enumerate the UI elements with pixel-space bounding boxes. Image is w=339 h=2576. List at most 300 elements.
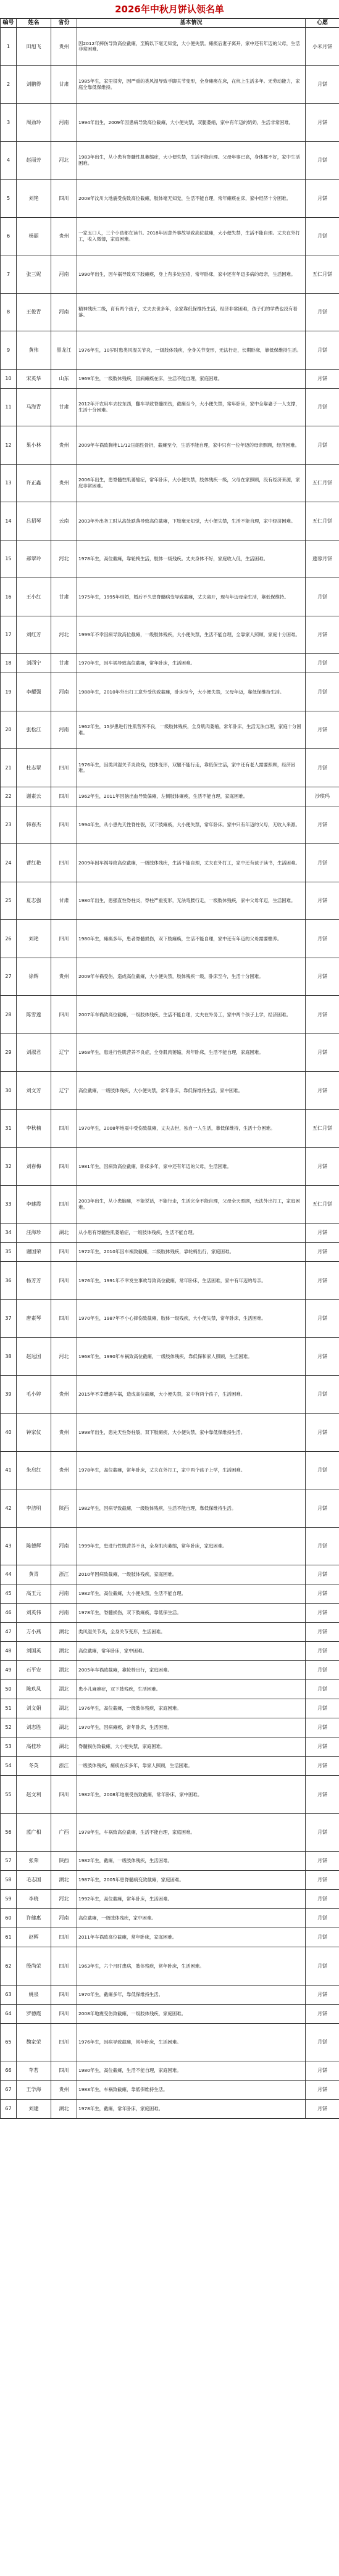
cell-wish: 月饼	[306, 2023, 339, 2061]
cell-description: 1999年生，患进行性肌营养不良，全身肌肉萎缩，常年卧床，家庭困难。	[77, 1527, 306, 1565]
cell-name: 蓝广相	[17, 1813, 51, 1852]
cell-description: 1980年出生，患强直性脊柱炎，脊柱严重变形，无法弯腰行走，一级肢体残疾，家中父母年迈，生活困难。	[77, 882, 306, 920]
cell-no: 33	[1, 1185, 17, 1224]
cell-name: 徐辉	[17, 958, 51, 996]
cell-wish: 月饼	[306, 1890, 339, 1909]
cell-wish: 月饼	[306, 1243, 339, 1262]
cell-no: 17	[1, 616, 17, 654]
cell-name: 高玉元	[17, 1584, 51, 1604]
cell-name: 田旭飞	[17, 28, 51, 66]
cell-description: 1978年生，脊髓损伤，双下肢瘫痪，靠低保生活。	[77, 1604, 306, 1623]
cell-description: 1963年生，六个月时患病，肢体残疾，常年卧床，生活困难。	[77, 1947, 306, 1986]
cell-province: 四川	[51, 180, 77, 218]
table-row	[1, 1776, 339, 1814]
cell-description: 2011年车祸致高位截瘫，常年卧床，家庭困难。	[77, 1928, 306, 1947]
table-row	[1, 1262, 339, 1300]
cell-province: 四川	[51, 1262, 77, 1300]
table-row	[1, 1699, 339, 1718]
cell-wish: 月饼	[306, 1699, 339, 1718]
cell-name: 刘英伟	[17, 1604, 51, 1623]
table-row	[1, 1642, 339, 1661]
cell-no: 65	[1, 2023, 17, 2061]
cell-no: 25	[1, 882, 17, 920]
cell-province: 河南	[51, 1527, 77, 1565]
table-body	[1, 28, 339, 2119]
cell-wish: 月饼	[306, 1375, 339, 1414]
cell-name: 李建霞	[17, 1185, 51, 1224]
cell-description: 高位截瘫，常年卧床，家中困难。	[77, 1642, 306, 1661]
table-row	[1, 958, 339, 996]
table-row	[1, 1185, 339, 1224]
cell-description: 脊髓损伤致截瘫，大小便失禁，家庭困难。	[77, 1737, 306, 1757]
cell-no: 62	[1, 1947, 17, 1986]
cell-name: 罗德霞	[17, 2004, 51, 2023]
cell-no: 67	[1, 2081, 17, 2100]
cell-province: 浙江	[51, 1565, 77, 1584]
cell-name: 方小燕	[17, 1623, 51, 1642]
cell-description: 2009年因车祸导致高位截瘫，一级肢体残疾，生活不能自理，丈夫在外打工，家中还有孩子读书，生活困难。	[77, 844, 306, 882]
cell-province: 陕西	[51, 1852, 77, 1871]
cell-wish: 月饼	[306, 1033, 339, 1072]
cell-province: 四川	[51, 1299, 77, 1338]
cell-name: 魏家荣	[17, 2023, 51, 2061]
cell-province: 山东	[51, 369, 77, 388]
cell-name: 杜志翠	[17, 749, 51, 787]
cell-description: 1970年生，1987年不小心摔伤致截瘫，肢体一级残疾，大小便失禁，常年卧床，生活困难。	[77, 1299, 306, 1338]
cell-description: 1982年生，高位截瘫，大小便失禁，生活不能自理。	[77, 1584, 306, 1604]
table-row	[1, 1909, 339, 1928]
table-row	[1, 711, 339, 749]
cell-no: 35	[1, 1243, 17, 1262]
cell-no: 56	[1, 1813, 17, 1852]
cell-no: 14	[1, 502, 17, 540]
cell-wish: 月饼	[306, 2061, 339, 2081]
table-row	[1, 654, 339, 673]
cell-no: 18	[1, 654, 17, 673]
cell-description: 1970年生，因车祸导致高位截瘫，常年卧床，生活困难。	[77, 654, 306, 673]
table-row	[1, 2081, 339, 2100]
table-row	[1, 1565, 339, 1584]
cell-description: 1962年生，2011年因脑出血导致偏瘫，左侧肢体瘫痪，生活不能自理，家庭困难。	[77, 787, 306, 806]
cell-province: 贵州	[51, 217, 77, 255]
cell-name: 刘艳	[17, 180, 51, 218]
table-row	[1, 1033, 339, 1072]
cell-province: 河南	[51, 104, 77, 142]
cell-province: 四川	[51, 806, 77, 844]
table-row	[1, 844, 339, 882]
cell-province: 甘肃	[51, 65, 77, 104]
cell-no: 53	[1, 1737, 17, 1757]
cell-no: 46	[1, 1604, 17, 1623]
cell-description: 1982年生，截瘫，一级肢体残疾，生活困难。	[77, 1852, 306, 1871]
cell-wish: 月饼	[306, 920, 339, 958]
table-row	[1, 1757, 339, 1776]
cell-province: 贵州	[51, 2081, 77, 2100]
cell-description: 1987年生，2005年患脊髓病变致截瘫，家庭困难。	[77, 1871, 306, 1890]
cell-no: 60	[1, 1909, 17, 1928]
cell-no: 48	[1, 1642, 17, 1661]
cell-wish: 五仁月饼	[306, 255, 339, 294]
cell-no: 67	[1, 2100, 17, 2119]
cell-name: 殷尚荣	[17, 1947, 51, 1986]
cell-name: 谢国荣	[17, 1243, 51, 1262]
table-row	[1, 2100, 339, 2119]
cell-wish: 月饼	[306, 1776, 339, 1814]
cell-no: 37	[1, 1299, 17, 1338]
cell-description: 1980年生，瘫痪多年，患者脊髓损伤，双下肢瘫痪，生活不能自理，家中还有年迈的父母需要赡养。	[77, 920, 306, 958]
cell-no: 22	[1, 787, 17, 806]
cell-description: 1969年生，一级肢体残疾，因病瘫痪在床，生活不能自理，家庭困难。	[77, 369, 306, 388]
cell-no: 40	[1, 1414, 17, 1452]
table-row	[1, 1985, 339, 2004]
cell-description: 患小儿麻痹症，双下肢残疾，生活困难。	[77, 1680, 306, 1699]
cell-province: 甘肃	[51, 578, 77, 616]
cell-wish: 月饼	[306, 1871, 339, 1890]
cell-name: 赵文利	[17, 1776, 51, 1814]
cell-province: 四川	[51, 2061, 77, 2081]
cell-province: 贵州	[51, 1414, 77, 1452]
table-row	[1, 1527, 339, 1565]
cell-name: 许正鑫	[17, 464, 51, 502]
cell-wish: 月饼	[306, 996, 339, 1034]
table-row	[1, 1299, 339, 1338]
table-row	[1, 2023, 339, 2061]
cell-province: 贵州	[51, 1451, 77, 1489]
cell-wish: 月饼	[306, 2004, 339, 2023]
cell-wish: 月饼	[306, 1224, 339, 1243]
cell-description: 1983年生，车祸致截瘫，靠低保维持生活。	[77, 2081, 306, 2100]
cell-name: 钟家仪	[17, 1414, 51, 1452]
table-row	[1, 1224, 339, 1243]
cell-no: 23	[1, 806, 17, 844]
table-row	[1, 1871, 339, 1890]
cell-wish: 月饼	[306, 2081, 339, 2100]
cell-name: 朱启红	[17, 1451, 51, 1489]
cell-province: 河北	[51, 540, 77, 578]
table-row	[1, 1928, 339, 1947]
table-row	[1, 749, 339, 787]
cell-description: 1970年生，截瘫多年，靠低保维持生活。	[77, 1985, 306, 2004]
cell-name: 曹红艳	[17, 844, 51, 882]
cell-no: 5	[1, 180, 17, 218]
cell-province: 河南	[51, 293, 77, 331]
cell-description: 2008年地震受伤致截瘫，一级肢体残疾，家庭困难。	[77, 2004, 306, 2023]
cell-province: 四川	[51, 1148, 77, 1186]
cell-description: 1982年生，2008年地震受伤致截瘫，常年卧床，家中困难。	[77, 1776, 306, 1814]
cell-province: 广西	[51, 1813, 77, 1852]
cell-description: 1976年生，因病导致截瘫，常年卧床，生活困难。	[77, 2023, 306, 2061]
cell-province: 四川	[51, 1109, 77, 1148]
cell-no: 36	[1, 1262, 17, 1300]
cell-wish: 月饼	[306, 1299, 339, 1338]
cell-wish: 月饼	[306, 369, 339, 388]
cell-wish: 月饼	[306, 1072, 339, 1110]
cell-wish: 五仁月饼	[306, 1109, 339, 1148]
cell-wish: 月饼	[306, 578, 339, 616]
table-row	[1, 331, 339, 370]
table-row	[1, 1148, 339, 1186]
table-row	[1, 1109, 339, 1148]
cell-description: 2010年因病致截瘫，一级肢体残疾，家庭困难。	[77, 1565, 306, 1584]
cell-no: 39	[1, 1375, 17, 1414]
table-row	[1, 2061, 339, 2081]
cell-province: 四川	[51, 1185, 77, 1224]
cell-description: 从小患有脊髓性肌萎缩症，一级肢体残疾，生活不能自理。	[77, 1224, 306, 1243]
cell-province: 四川	[51, 1928, 77, 1947]
table-row	[1, 293, 339, 331]
cell-wish: 月饼	[306, 1680, 339, 1699]
cell-province: 湖北	[51, 2100, 77, 2119]
cell-no: 19	[1, 673, 17, 711]
cell-no: 55	[1, 1776, 17, 1814]
header-no: 编号	[1, 19, 17, 28]
cell-wish: 月饼	[306, 1148, 339, 1186]
cell-wish: 月饼	[306, 844, 339, 882]
cell-wish: 月饼	[306, 1718, 339, 1737]
cell-name: 刘文娟	[17, 1699, 51, 1718]
cell-description: 高位截瘫，一级肢体残疾，家中困难。	[77, 1909, 306, 1928]
cell-no: 44	[1, 1565, 17, 1584]
cell-province: 湖北	[51, 1718, 77, 1737]
cell-description: 2007年车祸致高位截瘫，一级肢体残疾，生活不能自理，丈夫在外务工，家中两个孩子上学，经济困难。	[77, 996, 306, 1034]
cell-name: 李耀强	[17, 673, 51, 711]
cell-name: 高桂珍	[17, 1737, 51, 1757]
cell-no: 30	[1, 1072, 17, 1110]
cell-province: 湖北	[51, 1680, 77, 1699]
cell-name: 周劲玲	[17, 104, 51, 142]
cell-description: 2009年车祸受伤，造成高位截瘫，大小便失禁，肢体残疾一级，卧床至今，生活十分困难。	[77, 958, 306, 996]
cell-province: 湖北	[51, 1661, 77, 1680]
table-row	[1, 1584, 339, 1604]
cell-no: 9	[1, 331, 17, 370]
cell-province: 贵州	[51, 426, 77, 465]
cell-description: 类风湿关节炎，全身关节变形，生活困难。	[77, 1623, 306, 1642]
cell-name: 刘艳	[17, 920, 51, 958]
cell-name: 韩春杰	[17, 806, 51, 844]
cell-name: 果小林	[17, 426, 51, 465]
cell-no: 49	[1, 1661, 17, 1680]
table-row	[1, 920, 339, 958]
cell-description: 1976年生，1991年不幸发生事故导致高位截瘫，常年卧床，生活困难，家中有年迈的母亲。	[77, 1262, 306, 1300]
cell-wish: 月饼	[306, 217, 339, 255]
cell-province: 四川	[51, 1985, 77, 2004]
cell-no: 4	[1, 141, 17, 180]
cell-wish: 月饼	[306, 2100, 339, 2119]
cell-no: 7	[1, 255, 17, 294]
cell-description: 1968年生，1990年车祸致高位截瘫，一级肢体残疾，靠低保和家人照顾，生活困难。	[77, 1338, 306, 1376]
cell-wish: 月饼	[306, 1757, 339, 1776]
cell-no: 12	[1, 426, 17, 465]
cell-name: 刘淑君	[17, 1033, 51, 1072]
table-row	[1, 1680, 339, 1699]
cell-wish: 月饼	[306, 1584, 339, 1604]
cell-wish: 月饼	[306, 1928, 339, 1947]
cell-description: 2009年车祸致胸椎11/12压缩性骨折，截瘫至今，生活不能自理，家中只有一位年迈的母亲照顾，经济困难。	[77, 426, 306, 465]
cell-province: 贵州	[51, 958, 77, 996]
table-row	[1, 388, 339, 426]
table-row	[1, 502, 339, 540]
cell-name: 刘志胜	[17, 1718, 51, 1737]
cell-province: 河南	[51, 711, 77, 749]
table-row	[1, 1414, 339, 1452]
cell-wish: 月饼	[306, 1947, 339, 1986]
cell-province: 四川	[51, 2004, 77, 2023]
cell-name: 石平安	[17, 1661, 51, 1680]
table-row	[1, 996, 339, 1034]
table-row	[1, 787, 339, 806]
cell-wish: 月饼	[306, 806, 339, 844]
cell-name: 郝翠玲	[17, 540, 51, 578]
table-row	[1, 882, 339, 920]
cell-wish: 月饼	[306, 749, 339, 787]
cell-province: 河北	[51, 1338, 77, 1376]
cell-description: 1998年出生，患先天性脊柱裂，双下肢瘫痪，大小便失禁，家中靠低保维持生活。	[77, 1414, 306, 1452]
cell-no: 52	[1, 1718, 17, 1737]
table-row	[1, 540, 339, 578]
cell-wish: 月饼	[306, 1623, 339, 1642]
cell-wish: 月饼	[306, 616, 339, 654]
cell-wish: 月饼	[306, 180, 339, 218]
cell-province: 四川	[51, 1947, 77, 1986]
cell-description: 精神残疾二级，育有两个孩子，丈夫去世多年，全家靠低保维持生活，经济非常困难，孩子们的学费也没有着落。	[77, 293, 306, 331]
cell-description: 1962年生，15岁患进行性肌营养不良，一级肢体残疾，全身肌肉萎缩，常年卧床，生活无法自理，家庭十分困难。	[77, 711, 306, 749]
cell-name: 张松江	[17, 711, 51, 749]
cell-wish: 月饼	[306, 141, 339, 180]
cell-no: 1	[1, 28, 17, 66]
table-row	[1, 1661, 339, 1680]
cell-name: 陈德辉	[17, 1527, 51, 1565]
cell-wish: 月饼	[306, 293, 339, 331]
cell-name: 王俊青	[17, 293, 51, 331]
cell-name: 许健惠	[17, 1909, 51, 1928]
cell-description: 2003年出生，从小患脑瘫，不能说话，不能行走，生活完全不能自理，父母全天照顾，无法外出打工，家庭困难。	[77, 1185, 306, 1224]
cell-province: 黑龙江	[51, 331, 77, 370]
cell-wish: 月饼	[306, 1642, 339, 1661]
cell-no: 13	[1, 464, 17, 502]
cell-province: 辽宁	[51, 1072, 77, 1110]
cell-name: 王小红	[17, 578, 51, 616]
cell-name: 刘春梅	[17, 1148, 51, 1186]
cell-description: 2008年汶川大地震受伤致高位截瘫，肢体毫无知觉，生活不能自理，常年瘫痪在床，家中经济十分困难。	[77, 180, 306, 218]
cell-name: 李洁明	[17, 1489, 51, 1528]
cell-province: 四川	[51, 1243, 77, 1262]
cell-wish: 月饼	[306, 1909, 339, 1928]
cell-province: 湖北	[51, 1224, 77, 1243]
cell-province: 河南	[51, 1909, 77, 1928]
cell-province: 四川	[51, 1776, 77, 1814]
table-row	[1, 1072, 339, 1110]
cell-description: 1970年生，因病瘫痪，常年卧床，生活困难。	[77, 1718, 306, 1737]
table-row	[1, 426, 339, 465]
header-wish: 心愿	[306, 19, 339, 28]
cell-province: 贵州	[51, 464, 77, 502]
cell-no: 21	[1, 749, 17, 787]
cell-province: 湖北	[51, 1623, 77, 1642]
cell-description: 一级肢体残疾，瘫痪在床多年，靠家人照顾，生活困难。	[77, 1757, 306, 1776]
cell-description: 1980年生，高位截瘫，生活不能自理，家庭困难。	[77, 2061, 306, 2081]
table-row	[1, 1813, 339, 1852]
cell-wish: 莲蓉月饼	[306, 540, 339, 578]
cell-description: 1978年生，车祸致高位截瘫，生活不能自理，家庭困难。	[77, 1813, 306, 1852]
cell-no: 63	[1, 1985, 17, 2004]
table-row	[1, 1890, 339, 1909]
cell-province: 四川	[51, 920, 77, 958]
cell-no: 27	[1, 958, 17, 996]
cell-wish: 月饼	[306, 1852, 339, 1871]
cell-description: 2006年出生，患脊髓性肌萎缩症，常年卧床，大小便失禁，肢体残疾一级，父母在家照顾，没有经济来源，家庭非常困难。	[77, 464, 306, 502]
cell-description: 1985年生，家里很穷，因严重的类风湿导致手脚关节变形，全身瘫痪在床，在炕上生活多年。无劳动能力，家庭全靠低保维持。	[77, 65, 306, 104]
cell-province: 云南	[51, 502, 77, 540]
cell-name: 冬英	[17, 1757, 51, 1776]
cell-name: 刘鹏得	[17, 65, 51, 104]
cell-name: 刘建	[17, 2100, 51, 2119]
cell-province: 四川	[51, 844, 77, 882]
table-row	[1, 578, 339, 616]
cell-province: 湖北	[51, 1699, 77, 1718]
cell-no: 42	[1, 1489, 17, 1528]
cell-wish: 月饼	[306, 1262, 339, 1300]
cell-province: 甘肃	[51, 388, 77, 426]
cell-province: 贵州	[51, 1375, 77, 1414]
cell-name: 赵辉	[17, 1928, 51, 1947]
cell-wish: 月饼	[306, 1565, 339, 1584]
table-row	[1, 1338, 339, 1376]
cell-name: 杨丽	[17, 217, 51, 255]
cell-description: 1976年生，高位截瘫，一级肢体残疾，家庭困难。	[77, 1699, 306, 1718]
table-row	[1, 217, 339, 255]
cell-wish: 五仁月饼	[306, 1185, 339, 1224]
cell-name: 姚泉	[17, 1985, 51, 2004]
cell-wish: 月饼	[306, 1813, 339, 1852]
table-header-row	[1, 19, 339, 28]
cell-province: 四川	[51, 2023, 77, 2061]
cell-name: 谢素云	[17, 787, 51, 806]
cell-description: 1976年生，10岁时患类风湿关节炎，一级肢体残疾，全身关节变形，无法行走，长期卧床，靠低保维持生活。	[77, 331, 306, 370]
cell-wish: 五仁月饼	[306, 464, 339, 502]
cell-wish: 月饼	[306, 1338, 339, 1376]
cell-wish: 月饼	[306, 958, 339, 996]
cell-no: 51	[1, 1699, 17, 1718]
table-row	[1, 1451, 339, 1489]
cell-wish: 月饼	[306, 1527, 339, 1565]
cell-wish: 小米月饼	[306, 28, 339, 66]
cell-wish: 月饼	[306, 711, 339, 749]
cell-description: 1990年出生，因车祸导致双下肢瘫痪，身上有多处压疮，常年卧床，家中还有年迈多病的母亲，生活困难。	[77, 255, 306, 294]
cell-description: 1999年不幸因病导致高位截瘫，一级肢体残疾，大小便失禁，生活不能自理，全靠家人照顾，家庭十分困难。	[77, 616, 306, 654]
cell-province: 河北	[51, 1890, 77, 1909]
cell-description: 1994年出生，2009年因患病导致高位截瘫，大小便失禁，双腿萎缩，家中有年迈的奶奶，生活非常困难。	[77, 104, 306, 142]
cell-description: 1988年生，2010年外出打工意外受伤致截瘫，卧床至今，大小便失禁，父母年迈，靠低保维持生活。	[77, 673, 306, 711]
table-row	[1, 369, 339, 388]
header-province: 省份	[51, 19, 77, 28]
cell-no: 8	[1, 293, 17, 331]
cell-description: 1978年生，截瘫，常年卧床，家庭困难。	[77, 2100, 306, 2119]
cell-description: 1976年生，因类风湿关节炎致残，肢体变形，双腿不能行走，靠低保生活，家中还有老人需要照顾，经济困难。	[77, 749, 306, 787]
header-description: 基本情况	[77, 19, 306, 28]
cell-no: 10	[1, 369, 17, 388]
table-row	[1, 28, 339, 66]
cell-province: 四川	[51, 996, 77, 1034]
cell-province: 甘肃	[51, 654, 77, 673]
cell-wish: 月饼	[306, 65, 339, 104]
cell-no: 24	[1, 844, 17, 882]
cell-no: 47	[1, 1623, 17, 1642]
cell-name: 刘国英	[17, 1642, 51, 1661]
cell-description: 2015年不幸遭遇车祸，造成高位截瘫，大小便失禁，家中有两个孩子，生活困难。	[77, 1375, 306, 1414]
table-row	[1, 65, 339, 104]
cell-no: 59	[1, 1890, 17, 1909]
cell-province: 陕西	[51, 1489, 77, 1528]
